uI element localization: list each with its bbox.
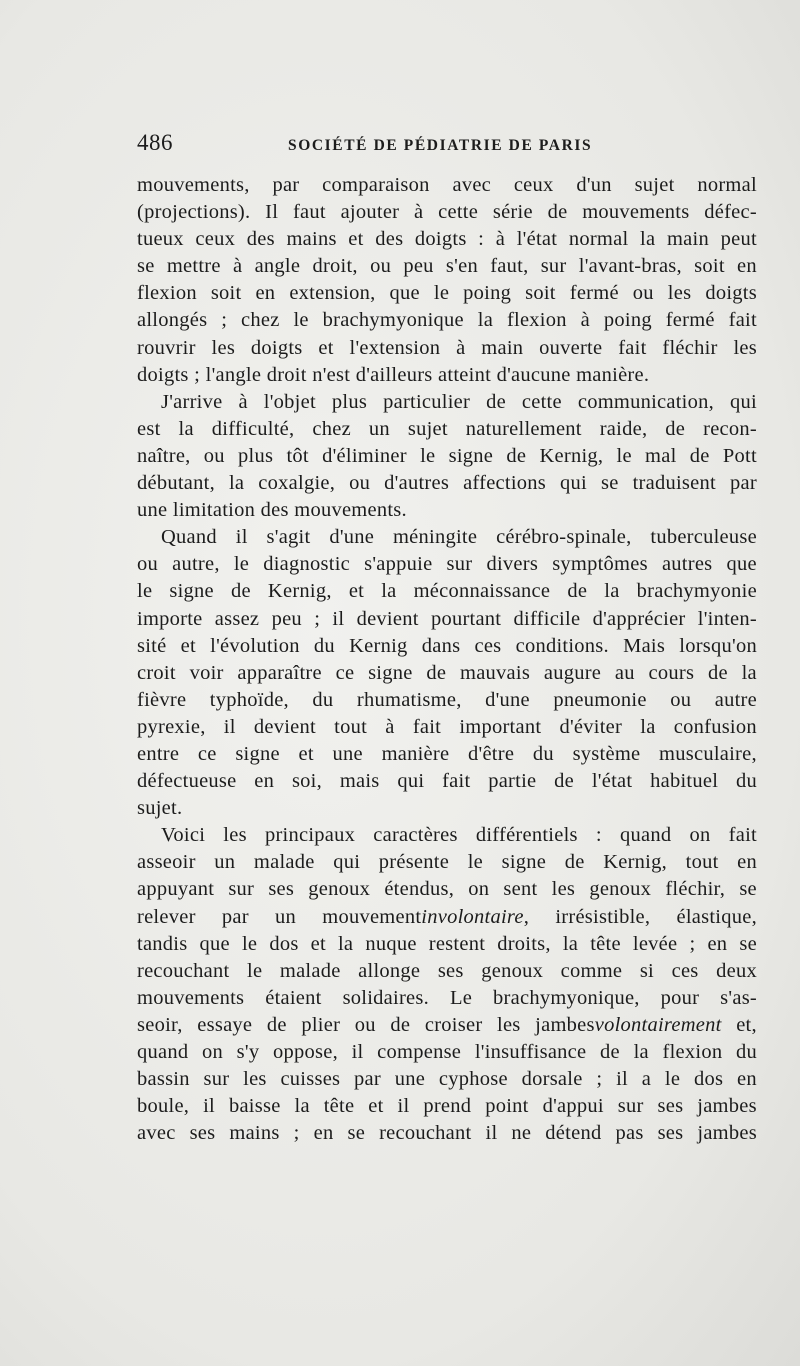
text-line: sujet. — [137, 797, 183, 820]
page-number: 486 — [137, 130, 173, 155]
text-line: importe assez peu ; il devient pourtant difficile d'apprécier l'inten- — [137, 607, 757, 630]
text-line: une limitation des mouvements. — [137, 499, 407, 522]
body-text — [137, 172, 757, 1147]
text-line: avec ses mains ; en se recouchant il ne détend pas ses jambes — [137, 1122, 757, 1145]
text-line: entre ce signe et une manière d'être du système musculaire, — [137, 742, 757, 765]
text-line: Quand il s'agit d'une méningite cérébro-spinale, tuberculeuse — [161, 526, 757, 549]
text-line: bassin sur les cuisses par une cyphose dorsale ; il a le dos en — [137, 1068, 757, 1091]
text-line: naître, ou plus tôt d'éliminer le signe de Kernig, le mal de Pott — [137, 444, 757, 467]
text-line: pyrexie, il devient tout à fait important d'éviter la confusion — [137, 715, 757, 738]
text-line: est la difficulté, chez un sujet naturellement raide, de recon- — [137, 417, 757, 440]
text-line: débutant, la coxalgie, ou d'autres affections qui se traduisent par — [137, 472, 757, 495]
text-line: recouchant le malade allonge ses genoux comme si ces deux — [137, 959, 757, 982]
text-line: mouvements étaient solidaires. Le brachymyonique, pour s'as- — [137, 986, 757, 1009]
text-line: J'arrive à l'objet plus particulier de cette communication, qui — [161, 390, 757, 413]
text-line: quand on s'y oppose, il compense l'insuffisance de la flexion du — [137, 1041, 757, 1063]
text-line: appuyant sur ses genoux étendus, on sent les genoux fléchir, se — [137, 878, 757, 901]
text-line: allongés ; chez le brachymyonique la flexion à poing fermé fait — [137, 309, 757, 332]
text-line: flexion soit en extension, que le poing soit fermé ou les doigts — [137, 282, 757, 305]
text-line: se mettre à angle droit, ou peu s'en faut, sur l'avant-bras, soit en — [137, 255, 757, 278]
running-head: SOCIÉTÉ DE PÉDIATRIE DE PARIS — [288, 137, 593, 154]
text-line: sité et l'évolution du Kernig dans ces conditions. Mais lorsqu'on — [137, 634, 757, 657]
text-line: seoir, essaye de plier ou de croiser les jambesvolontairement et, — [137, 1013, 757, 1036]
page-header — [137, 130, 757, 160]
text-line: tandis que le dos et la nuque restent droits, la tête levée ; en se — [137, 932, 757, 955]
text-line: boule, il baisse la tête et il prend point d'appui sur ses jambes — [137, 1095, 757, 1118]
text-line: asseoir un malade qui présente le signe de Kernig, tout en — [137, 851, 757, 874]
text-line: tueux ceux des mains et des doigts : à l'état normal la main peut — [137, 228, 757, 251]
text-line: croit voir apparaître ce signe de mauvais augure au cours de la — [137, 661, 757, 684]
text-line: doigts ; l'angle droit n'est d'ailleurs atteint d'aucune manière. — [137, 363, 650, 386]
text-line: défectueuse en soi, mais qui fait partie de l'état habituel du — [137, 770, 757, 793]
text-line: mouvements, par comparaison avec ceux d'un sujet normal — [137, 174, 757, 196]
text-line: rouvrir les doigts et l'extension à main ouverte fait fléchir les — [137, 336, 757, 359]
text-line: ou autre, le diagnostic s'appuie sur divers symptômes autres que — [137, 553, 757, 576]
text-line: le signe de Kernig, et la méconnaissance de la brachymyonie — [137, 580, 757, 603]
text-line: Voici les principaux caractères différentiels : quand on fait — [161, 824, 757, 847]
text-line: (projections). Il faut ajouter à cette série de mouvements défec- — [137, 201, 757, 224]
text-line: relever par un mouvementinvolontaire, irrésistible, élastique, — [137, 905, 757, 928]
text-line: fièvre typhoïde, du rhumatisme, d'une pneumonie ou autre — [137, 688, 757, 711]
